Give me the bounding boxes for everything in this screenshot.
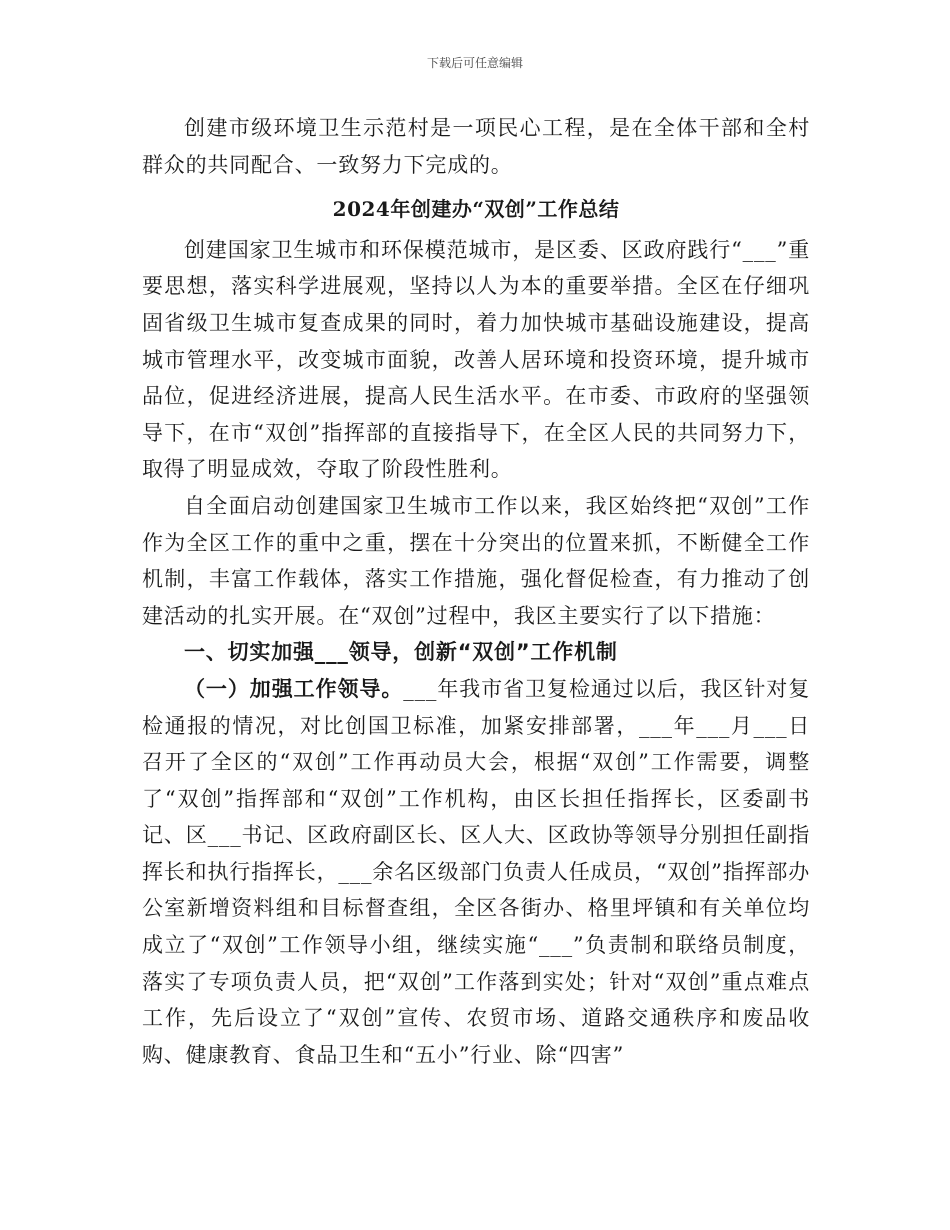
subsection-paragraph [142, 671, 810, 1074]
section-heading-1: 一、切实加强___领导，创新“双创”工作机制 [184, 640, 618, 665]
paragraph-1: 创建国家卫生城市和环保模范城市，是区委、区政府践行“___”重要思想，落实科学进展观，坚持以人为本的重要举措。全区在仔细巩固省级卫生城市复查成果的同时，着力加快城市基础设施建设，提高城市管理水平，改变城市面貌，改善人居环境和投资环境，提升城市品位，促进经济进展，提高人民生活水平。在市委、市政府的坚强领导下，在市“双创”指挥部的直接指导下，在全区人民的共同努力下，取得了明显成效，夺取了阶段性胜利。 [142, 237, 810, 482]
intro-paragraph: 创建市级环境卫生示范村是一项民心工程，是在全体干部和全村群众的共同配合、一致努力下完成的。 [142, 116, 810, 177]
document-body [142, 110, 810, 1073]
subsection-label: （一）加强工作领导。 [184, 676, 404, 701]
subsection-text: ___年我市省卫复检通过以后，我区针对复检通报的情况，对比创国卫标准，加紧安排部署，___年___月___日召开了全区的“双创”工作再动员大会，根据“双创”工作需要，调整了“双创”指挥部和“双创”工作机构，由区长担任指挥长，区委副书记、区___书记、区政府副区长、区人大、区政协等领导分别担任副指挥长和执行指挥长，___余名区级部门负责人任成员，“双创”指挥部办公室新增资料组和目标督查组，全区各街办、格里坪镇和有关单位均成立了“双创”工作领导小组，继续实施“___”负责制和联络员制度，落实了专项负责人员，把“双创”工作落到实处；针对“双创”重点难点工作，先后设立了“双创”宣传、农贸市场、道路交通秩序和废品收购、健康教育、食品卫生和“五小”行业、除“四害” [142, 676, 810, 1067]
page-header: 下载后可任意编辑 [426, 56, 523, 70]
paragraph-2: 自全面启动创建国家卫生城市工作以来，我区始终把“双创”工作作为全区工作的重中之重，摆在十分突出的位置来抓，不断健全工作机制，丰富工作载体，落实工作措施，强化督促检查，有力推动了创建活动的扎实开展。在“双创”过程中，我区主要实行了以下措施： [142, 493, 810, 628]
document-title: 2024年创建办“双创”工作总结 [332, 197, 620, 222]
